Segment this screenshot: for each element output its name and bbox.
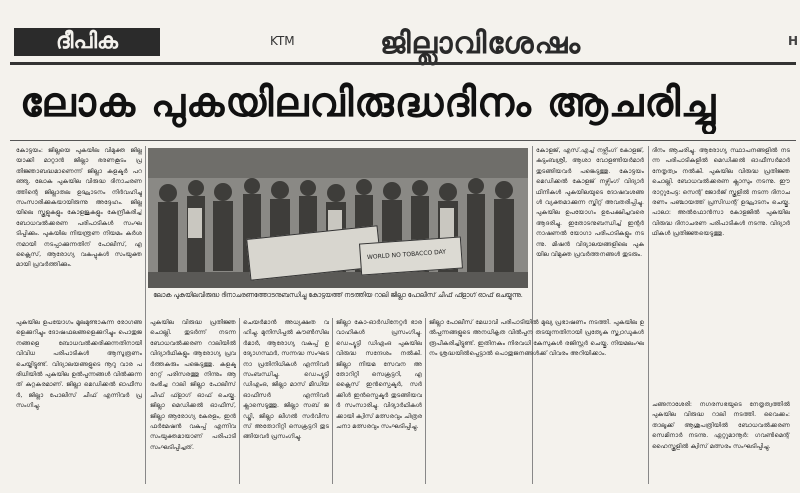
article-column-1-bottom: പുകയില ഉപയോഗം മൂലമുണ്ടാകുന്ന രോഗങ്ങളെക്കുറിച്ചും ദോഷഫലങ്ങളെക്കുറിച്ചും പൊതുജനങ്ങളെ ബോധവൽക്കരിക്കുന്നതിനായി വിവിധ പരിപാടികൾ ആസൂത്രണം ചെയ്തിട്ടുണ്ട്. വിദ്യാലയങ്ങളുടെ നൂറു വാര പരിധിയിൽ പുകയില ഉൽപ്പന്നങ്ങൾ വിൽക്കുന്നത് കുറ്റകരമാണ്. ജില്ലാ മെഡിക്കൽ ഓഫീസർ, ജില്ലാ പോലീസ് ചീഫ് എന്നിവർ പ്രസംഗിച്ചു. xyxy=(16,319,142,410)
article-column-6-top: ദിനം ആചരിച്ചു. ആരോഗ്യ സ്ഥാപനങ്ങളിൽ നടന്ന പരിപാടികളിൽ മെഡിക്കൽ ഓഫീസർമാർ നേതൃത്വം നൽകി. പുകയില വിരുദ്ധ പ്രതിജ്ഞ ചൊല്ലി. ബോധവൽക്കരണ ക്ലാസും നടന്നു. ഈരാറ്റുപേട്ട: സെന്റ് ജോർജ് സ്കൂളിൽ നടന്ന ദിനാചരണം പഞ്ചായത്ത് പ്രസിഡന്റ് ഉദ്ഘാടനം ചെയ്തു. പാലാ: അൽഫോൻസാ കോളജിൽ പുകയില വിരുദ്ധ ദിനാചരണ പരിപാടികൾ നടന്നു. വിദ്യാർഥികൾ പ്രതിജ്ഞയെടുത്തു. xyxy=(652,147,790,238)
column-divider xyxy=(145,146,146,484)
photo-caption: ലോക പുകയിലവിരുദ്ധ ദിനാചരണത്തോടനുബന്ധിച്ചു കോട്ടയത്ത് നടത്തിയ റാലി ജില്ലാ പോലീസ് ചീഫ് ഫ്ളാഗ് ഓഫ് ചെയ്യുന്നു. xyxy=(153,291,523,299)
article-column-6-bottom: ചങ്ങനാശേരി: നഗരസഭയുടെ നേതൃത്വത്തിൽ പുകയില വിരുദ്ധ റാലി നടത്തി. വൈക്കം: താലൂക്ക് ആശുപത്രിയിൽ ബോധവൽക്കരണ സെമിനാർ നടന്നു. ഏറ്റുമാനൂർ: ഗവൺമെന്റ് ഹൈസ്കൂളിൽ ക്വിസ് മത്സരം സംഘടിപ്പിച്ചു. xyxy=(652,401,790,450)
article-column-2: പുകയില വിരുദ്ധ പ്രതിജ്ഞ ചൊല്ലി. തുടർന്ന് നടന്ന ബോധവൽക്കരണ റാലിയിൽ വിദ്യാർഥികളും ആരോഗ്യ പ്രവർത്തകരും പങ്കെടുത്തു. കളക്ടറേറ്റ് പരിസരത്തു നിന്നും ആരംഭിച്ച റാലി ജില്ലാ പോലീസ് ചീഫ് ഫ്ളാഗ് ഓഫ് ചെയ്തു. ജില്ലാ മെഡിക്കൽ ഓഫീസ്, ജില്ലാ ആരോഗ്യ കേരളം, ഇൻഫർമേഷൻ വകുപ്പ് എന്നിവ സംയുക്തമായാണ് പരിപാടി സംഘടിപ്പിച്ചത്. xyxy=(150,319,236,451)
newspaper-logo: ദീപിക xyxy=(14,28,160,56)
headline-rule xyxy=(10,140,796,141)
column-divider xyxy=(425,318,426,484)
edition-code: KTM xyxy=(270,34,295,48)
masthead-rule xyxy=(10,62,796,65)
article-column-5-top: കോളജ്, എസ്.എച്ച് നഴ്സിംഗ് കോളജ്, കുടുംബശ്രീ, ആശാ വോളണ്ടിയർമാർ തുടങ്ങിയവർ പങ്കെടുത്തു. കോട്ടയം മെഡിക്കൽ കോളജ് നഴ്സിംഗ് വിദ്യാർഥിനികൾ പുകയിലയുടെ ദോഷവശങ്ങൾ വ്യക്തമാക്കുന്ന സ്കിറ്റ് അവതരിപ്പിച്ചു. പുകയില ഉപയോഗം ഉപേക്ഷിച്ചവരെ ആദരിച്ചു. ഇതോടനുബന്ധിച്ച് ഇന്റർനാഷണൽ യോഗാ പരിപാടികളും നടന്നു. മിഷൻ വിദ്യാലയങ്ങളിലെ പുകയില വിമുക്ത പ്രവർത്തനങ്ങൾ തുടരും. xyxy=(536,147,644,259)
column-divider xyxy=(648,146,649,484)
headline: ലോക പുകയിലവിരുദ്ധദിനം ആചരിച്ചു xyxy=(20,80,717,126)
column-divider xyxy=(332,318,333,484)
masthead xyxy=(10,26,799,61)
article-column-4: ജില്ലാ കോ-ഓർഡിനേറ്റർ ഭാരവാഹികൾ പ്രസംഗിച്ചു. ഡെപ്യൂട്ടി ഡിഎംഒ പുകയില വിരുദ്ധ സന്ദേശം നൽകി. ജില്ലാ നിയമ സേവന അതോറിറ്റി സെക്രട്ടറി, എക്സൈസ് ഇൻസ്പെക്ടർ, സർക്കിൾ ഇൻസ്പെക്ടർ തുടങ്ങിയവർ സംസാരിച്ചു. വിദ്യാർഥികൾക്കായി ക്വിസ് മത്സരവും ചിത്രരചനാ മത്സരവും സംഘടിപ്പിച്ചു. xyxy=(336,319,422,431)
page-letter: H xyxy=(788,34,799,48)
article-column-1-top: കോട്ടയം: ജില്ലയെ പുകയില വിമുക്ത ജില്ലയാക്കി മാറ്റാൻ ജില്ലാ ഭരണകൂടം പ്രതിജ്ഞാബദ്ധമാണെന്ന് ജില്ലാ കളക്ടർ പറഞ്ഞു. ലോക പുകയില വിരുദ്ധ ദിനാചരണത്തിന്റെ ജില്ലാതല ഉദ്ഘാടനം നിർവഹിച്ചു സംസാരിക്കുകയായിരുന്നു അദ്ദേഹം. ജില്ലയിലെ സ്കൂളുകളും കോളജുകളും കേന്ദ്രീകരിച്ച് ബോധവൽക്കരണ പരിപാടികൾ സംഘടിപ്പിക്കും. പുകയില നിയന്ത്രണ നിയമം കർശനമായി നടപ്പാക്കുന്നതിന് പോലീസ്, എക്സൈസ്, ആരോഗ്യ വകുപ്പുകൾ സംയുക്തമായി പ്രവർത്തിക്കും. xyxy=(16,147,142,269)
article-column-3: ചെയർമാൻ അധ്യക്ഷത വഹിച്ചു. മുനിസിപ്പൽ കൗൺസിലർമാർ, ആരോഗ്യ വകുപ്പ് ഉദ്യോഗസ്ഥർ, സന്നദ്ധ സംഘടനാ പ്രതിനിധികൾ എന്നിവർ സംബന്ധിച്ചു. ഡെപ്യൂട്ടി ഡിഎംഒ, ജില്ലാ മാസ് മീഡിയ ഓഫീസർ എന്നിവർ ക്ലാസെടുത്തു. ജില്ലാ സബ് ജഡ്ജി, ജില്ലാ ലീഗൽ സർവീസസ് അതോറിറ്റി സെക്രട്ടറി തുടങ്ങിയവർ പ്രസംഗിച്ചു. xyxy=(243,319,329,441)
section-title: ജില്ലാവിശേഷം xyxy=(380,26,582,61)
banner-text: WORLD NO TOBACCO DAY xyxy=(366,248,447,262)
article-column-5-bottom: ജില്ലാ പോലീസ് മേധാവി പരിപാടിയിൽ മുഖ്യ പ്രഭാഷണം നടത്തി. പുകയില ഉൽപ്പന്നങ്ങളുടെ അനധികൃത വിൽപ്പന തടയുന്നതിനായി പ്രത്യേക സ്ക്വാഡുകൾ രൂപീകരിച്ചിട്ടുണ്ട്. ഇതിനകം നിരവധി കേസുകൾ രജിസ്റ്റർ ചെയ്തു. നിയമലംഘനം ശ്രദ്ധയിൽപ്പെട്ടാൽ പൊതുജനങ്ങൾക്ക് വിവരം അറിയിക്കാം. xyxy=(429,319,644,358)
column-divider xyxy=(239,318,240,484)
